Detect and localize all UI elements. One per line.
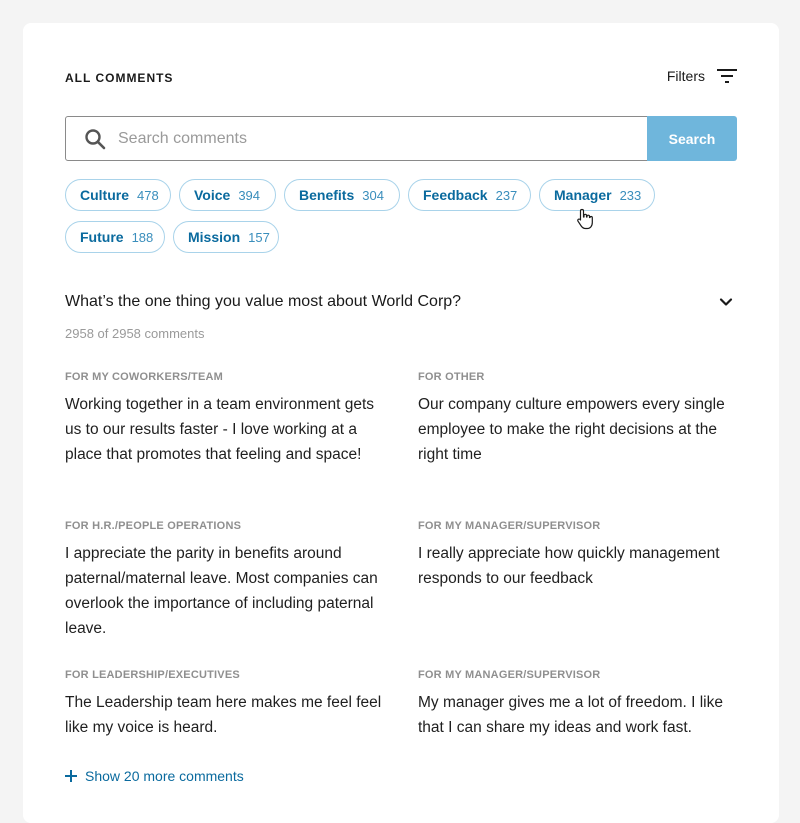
search-input[interactable]: [116, 118, 640, 160]
search-bar: [65, 116, 737, 161]
search-box: [65, 116, 648, 161]
question-toggle[interactable]: [65, 291, 737, 313]
tag-count: 233: [619, 187, 642, 203]
tag-count: 478: [137, 187, 159, 203]
tag-manager[interactable]: [539, 179, 655, 211]
tag-name: Culture: [80, 187, 129, 203]
comment-label: FOR H.R./PEOPLE OPERATIONS: [65, 520, 242, 532]
comment-text: I really appreciate how quickly management responds to our feedback: [418, 545, 720, 587]
comment-label: FOR LEADERSHIP/EXECUTIVES: [65, 669, 240, 681]
tag-voice[interactable]: [179, 179, 276, 211]
comment-label: FOR MY COWORKERS/TEAM: [65, 371, 223, 383]
comment-item: [65, 669, 385, 740]
comment-label: FOR MY MANAGER/SUPERVISOR: [418, 520, 601, 532]
hand-cursor-icon: [576, 208, 594, 230]
comment-item: [418, 669, 738, 740]
tag-name: Manager: [554, 187, 612, 203]
comments-card: [23, 23, 779, 823]
tag-count: 157: [248, 229, 270, 245]
tag-name: Voice: [194, 187, 231, 203]
comment-item: [65, 371, 385, 467]
tag-mission[interactable]: [173, 221, 279, 253]
tag-count: 304: [362, 187, 384, 203]
filter-icon: [717, 68, 737, 84]
card-header: [65, 68, 737, 87]
comment-text: Our company culture empowers every single employee to make the right decisions at the right time: [418, 396, 725, 463]
tag-name: Future: [80, 229, 124, 245]
comment-label: FOR OTHER: [418, 371, 485, 383]
tag-count: 188: [131, 229, 154, 245]
comment-text: The Leadership team here makes me feel feel like my voice is heard.: [65, 694, 382, 736]
tag-name: Mission: [188, 229, 241, 245]
tag-benefits[interactable]: [284, 179, 400, 211]
tag-feedback[interactable]: [408, 179, 531, 211]
chevron-down-icon: [719, 295, 733, 309]
tag-name: Benefits: [299, 187, 355, 203]
show-more-label: Show 20 more comments: [85, 768, 244, 784]
comment-item: [65, 520, 385, 641]
tag-count: 237: [495, 187, 518, 203]
search-icon: [84, 128, 106, 150]
filters-label: Filters: [666, 68, 705, 84]
comment-text: I appreciate the parity in benefits around paternal/maternal leave. Most companies can overlook the importance of including paternal leave.: [65, 545, 378, 637]
search-button[interactable]: Search: [647, 116, 737, 161]
comment-item: [418, 520, 738, 591]
question-text: What’s the one thing you value most about World Corp?: [65, 293, 462, 310]
comment-text: My manager gives me a lot of freedom. I like that I can share my ideas and work fast.: [418, 694, 723, 736]
show-more-button[interactable]: [65, 768, 244, 784]
comment-label: FOR MY MANAGER/SUPERVISOR: [418, 669, 601, 681]
filters-button[interactable]: [667, 68, 737, 84]
comment-item: [418, 371, 738, 467]
tag-name: Feedback: [423, 187, 488, 203]
tag-count: 394: [238, 187, 261, 203]
tag-future[interactable]: [65, 221, 165, 253]
comment-count: 2958 of 2958 comments: [65, 326, 205, 341]
comment-text: Working together in a team environment gets us to our results faster - I love working at a place that promotes that feeling and space!: [65, 396, 375, 463]
plus-icon: [65, 770, 77, 782]
page-title: ALL COMMENTS: [65, 71, 174, 85]
tag-culture[interactable]: [65, 179, 171, 211]
